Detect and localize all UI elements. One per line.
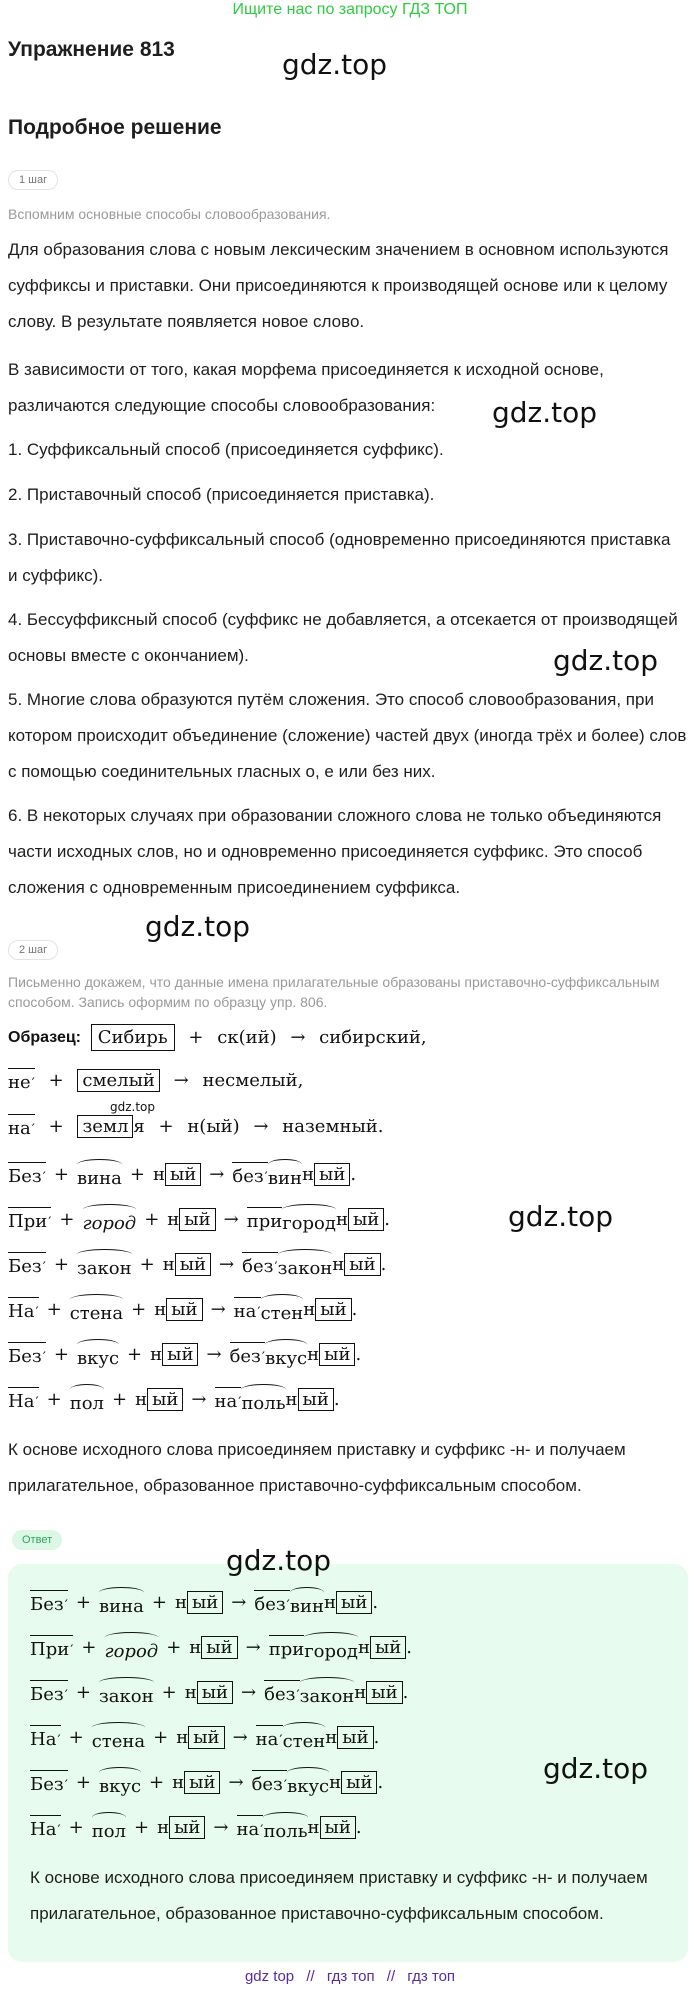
page-title: Упражнение 813 [8, 38, 175, 61]
period: . [384, 1209, 391, 1230]
root-mark: город [83, 1205, 137, 1234]
watermark: gdz.top [226, 1544, 332, 1577]
suffix-mark: н [152, 1164, 165, 1185]
suffix-mark: н [189, 1637, 202, 1658]
prefix-mark: без ′ [232, 1162, 268, 1187]
period: . [351, 1299, 358, 1320]
list-item: 1. Суффиксальный способ (присоединяется суффикс). [8, 440, 444, 459]
period: . [350, 1164, 357, 1185]
suffix-mark: ск(ий) [217, 1027, 277, 1048]
period: . [402, 1682, 409, 1703]
list-item: 2. Приставочный способ (присоединяется приставка). [8, 485, 435, 504]
ending-box: ый [147, 1388, 183, 1411]
step-2-badge: 2 шаг [8, 940, 58, 960]
suffix-mark: н [307, 1817, 320, 1838]
watermark: gdz.top [492, 396, 598, 429]
suffix-mark: н [172, 1772, 185, 1793]
ending-box: ый [337, 1726, 373, 1749]
step-1-note: Вспомним основные способы словообразования. [8, 206, 331, 222]
morpheme-row: Без ′ + вина + н ый → без ′ винн ый . [30, 1588, 378, 1626]
root-mark: вкус [77, 1340, 119, 1369]
period: . [355, 1817, 362, 1838]
prefix-mark: на ′ [215, 1387, 242, 1412]
prefix-mark: На ′ [30, 1725, 61, 1750]
prefix-mark: Без ′ [30, 1770, 68, 1795]
morpheme-row: На ′ + пол + н ый → на ′ польн ый . [30, 1813, 362, 1851]
root-mark: стен [261, 1295, 304, 1324]
ending-box: ый [320, 1816, 356, 1839]
suffix-mark: н [324, 1592, 336, 1613]
prefix-mark: При ′ [30, 1635, 73, 1660]
root-box: смелый [77, 1069, 160, 1092]
watermark: gdz.top [553, 644, 659, 677]
root-mark: пол [70, 1385, 104, 1414]
ending-box: ый [344, 1253, 380, 1276]
morpheme-row: На ′ + пол + н ый → на ′ польн ый . [8, 1385, 340, 1423]
paragraph: В зависимости от того, какая морфема присоединяется к исходной основе, различаются следующие способы словообразования: [8, 360, 604, 415]
root-mark: закон [278, 1250, 333, 1279]
watermark: gdz.top [145, 910, 251, 943]
morpheme-row: Без ′ + вкус + н ый → без ′ вкусн ый . [30, 1768, 383, 1806]
prefix-mark: На ′ [8, 1387, 39, 1412]
suffix-mark: н [154, 1299, 167, 1320]
period: . [373, 1727, 380, 1748]
conclusion-text: К основе исходного слова присоединяем приставку и суффикс -н- и получаем прилагательное, образованное приставочно-суффиксальным способом. [8, 1440, 626, 1495]
root-mark: закон [77, 1250, 132, 1279]
ending-box: ый [166, 1298, 202, 1321]
list-item: 6. В некоторых случаях при образовании сложного слова не только объединяются части исходных слов, но и одновременно присоединяется суффикс. Это способ сложения с одновременным присоединением суффикса. [8, 806, 662, 897]
ending-box: ый [314, 1163, 350, 1186]
root-mark: город [304, 1633, 358, 1662]
suffix-mark: н [303, 1299, 316, 1320]
list-item: 5. Многие слова образуются путём сложения. Это способ словообразования, при котором происходит объединение (сложение) частей двух (иногда трёх и более) слов с помощью соединительных гласных о, е или без них. [8, 690, 687, 781]
root-mark: город [282, 1205, 336, 1234]
prefix-mark: Без ′ [8, 1162, 46, 1187]
answer-badge: Ответ [12, 1530, 62, 1550]
suffix-mark: н [302, 1164, 314, 1185]
prefix-mark: не ′ [8, 1068, 35, 1093]
suffix-mark: н [357, 1637, 370, 1658]
root-mark: закон [99, 1678, 154, 1707]
root-box: Сибирь [91, 1024, 175, 1051]
example-row: на ′ + земл я + н(ый) → наземный. [8, 1114, 384, 1152]
list-item: 4. Бессуффиксный способ (суффикс не добавляется, а отсекается от производящей основы вместе с окончанием). [8, 610, 678, 665]
watermark: gdz.top [543, 1752, 649, 1785]
root-mark: вина [77, 1160, 122, 1189]
ending-box: ый [188, 1726, 224, 1749]
footer-links [0, 1968, 700, 1985]
prefix-mark: без ′ [242, 1252, 278, 1277]
ending-box: ый [298, 1388, 334, 1411]
prefix-mark: Без ′ [8, 1342, 46, 1367]
suffix-mark: н [325, 1727, 338, 1748]
ending-box: ый [169, 1816, 205, 1839]
root-mark: город [105, 1633, 159, 1662]
result-word: сибирский, [319, 1027, 427, 1048]
suffix-mark: н [329, 1772, 342, 1793]
suffix-mark: н [285, 1389, 298, 1410]
period: . [372, 1592, 379, 1613]
suffix-mark: н [184, 1682, 197, 1703]
prefix-mark: без ′ [252, 1770, 288, 1795]
footer-link[interactable]: гдз топ [326, 1968, 375, 1985]
prefix-mark: при [247, 1207, 283, 1232]
suffix-mark: н [335, 1209, 348, 1230]
suffix-mark: н [332, 1254, 345, 1275]
ending-box: ый [336, 1591, 372, 1614]
suffix-mark: н(ый) [187, 1116, 240, 1137]
watermark: gdz.top [110, 1100, 156, 1114]
root-mark: поль [241, 1385, 285, 1414]
prefix-mark: На ′ [30, 1815, 61, 1840]
suffix-mark: н [162, 1254, 175, 1275]
ending-box: ый [319, 1343, 355, 1366]
root-mark: стена [70, 1295, 123, 1324]
suffix-mark: н [150, 1344, 163, 1365]
morpheme-row: Без ′ + закон + н ый → без ′ законн ый . [8, 1250, 386, 1288]
ending-box: ый [175, 1253, 211, 1276]
suffix-mark: н [135, 1389, 148, 1410]
morpheme-row: Без ′ + вкус + н ый → без ′ вкусн ый . [8, 1340, 361, 1378]
root-mark: вин [268, 1160, 302, 1189]
result-word: наземный. [282, 1116, 384, 1137]
separator: // [306, 1968, 315, 1985]
root-mark: стен [283, 1723, 326, 1752]
ending-text: я [133, 1116, 145, 1137]
arrow: → [290, 1027, 306, 1048]
root-mark: вкус [287, 1768, 329, 1797]
solution-heading: Подробное решение [8, 116, 222, 139]
paragraph: Для образования слова с новым лексическим значением в основном используются суффиксы и приставки. Они присоединяются к производящей основе или к целому слову. В результате появляется новое слово. [8, 240, 669, 331]
ending-box: ый [179, 1208, 215, 1231]
prefix-mark: Без ′ [30, 1680, 68, 1705]
root-mark: вкус [265, 1340, 307, 1369]
step-1-badge: 1 шаг [8, 170, 58, 190]
watermark: gdz.top [508, 1200, 614, 1233]
ending-box: ый [348, 1208, 384, 1231]
ending-box: ый [315, 1298, 351, 1321]
ending-box: ый [341, 1771, 377, 1794]
prefix-mark: на ′ [256, 1725, 283, 1750]
ending-box: ый [165, 1163, 201, 1186]
step-2-note: Письменно докажем, что данные имена прилагательные образованы приставочно-суффиксальным способом. Запись оформим по образцу упр. 806. [8, 974, 660, 1010]
root-mark: пол [92, 1813, 126, 1842]
prefix-mark: на ′ [8, 1114, 35, 1139]
prefix-mark: При ′ [8, 1207, 51, 1232]
footer-link[interactable]: gdz top [244, 1968, 295, 1985]
period: . [406, 1637, 413, 1658]
suffix-mark: н [176, 1727, 189, 1748]
prefix-mark: на ′ [237, 1815, 264, 1840]
result-word: несмелый, [202, 1070, 304, 1091]
ending-box: ый [162, 1343, 198, 1366]
sample-label: Образец: [8, 1028, 81, 1046]
answer-conclusion: К основе исходного слова присоединяем приставку и суффикс -н- и получаем прилагательное, образованное приставочно-суффиксальным способом. [30, 1868, 648, 1923]
example-row: не ′ + смелый → несмелый, [8, 1068, 303, 1106]
morpheme-row: При ′ + город + н ый → пригородн ый . [30, 1633, 412, 1671]
root-mark: вин [290, 1588, 324, 1617]
prefix-mark: без ′ [254, 1590, 290, 1615]
list-item: 3. Приставочно-суффиксальный способ (одновременно присоединяются приставка и суффикс). [8, 530, 671, 585]
period: . [380, 1254, 387, 1275]
root-mark: вина [99, 1588, 144, 1617]
footer-link[interactable]: гдз топ [407, 1968, 456, 1985]
ending-box: ый [187, 1591, 223, 1614]
prefix-mark: Без ′ [30, 1590, 68, 1615]
morpheme-row: На ′ + стена + н ый → на ′ стенн ый . [30, 1723, 379, 1761]
suffix-mark: н [307, 1344, 320, 1365]
period: . [333, 1389, 340, 1410]
root-mark: вкус [99, 1768, 141, 1797]
sample-row [8, 1024, 427, 1062]
suffix-mark: н [354, 1682, 367, 1703]
prefix-mark: без ′ [264, 1680, 300, 1705]
suffix-mark: н [167, 1209, 180, 1230]
separator: // [386, 1968, 396, 1985]
suffix-mark: н [157, 1817, 170, 1838]
ending-box: ый [201, 1636, 237, 1659]
morpheme-row: На ′ + стена + н ый → на ′ стенн ый . [8, 1295, 357, 1333]
root-mark: поль [263, 1813, 307, 1842]
root-box: земл [77, 1115, 133, 1138]
root-mark: закон [300, 1678, 355, 1707]
prefix-mark: На ′ [8, 1297, 39, 1322]
period: . [355, 1344, 362, 1365]
ending-box: ый [184, 1771, 220, 1794]
suffix-mark: н [174, 1592, 187, 1613]
period: . [377, 1772, 384, 1793]
watermark: gdz.top [282, 48, 388, 81]
morpheme-row: Без ′ + закон + н ый → без ′ законн ый . [30, 1678, 408, 1716]
plus-sign: + [188, 1027, 204, 1048]
prefix-mark: без ′ [230, 1342, 266, 1367]
ending-box: ый [366, 1681, 402, 1704]
morpheme-row: При ′ + город + н ый → пригородн ый . [8, 1205, 390, 1243]
prefix-mark: при [269, 1635, 305, 1660]
root-mark: стена [92, 1723, 145, 1752]
morpheme-row: Без ′ + вина + н ый → без ′ винн ый . [8, 1160, 356, 1198]
search-hint-banner: Ищите нас по запросу ГДЗ ТОП [232, 1, 468, 18]
ending-box: ый [197, 1681, 233, 1704]
prefix-mark: Без ′ [8, 1252, 46, 1277]
ending-box: ый [370, 1636, 406, 1659]
prefix-mark: на ′ [234, 1297, 261, 1322]
